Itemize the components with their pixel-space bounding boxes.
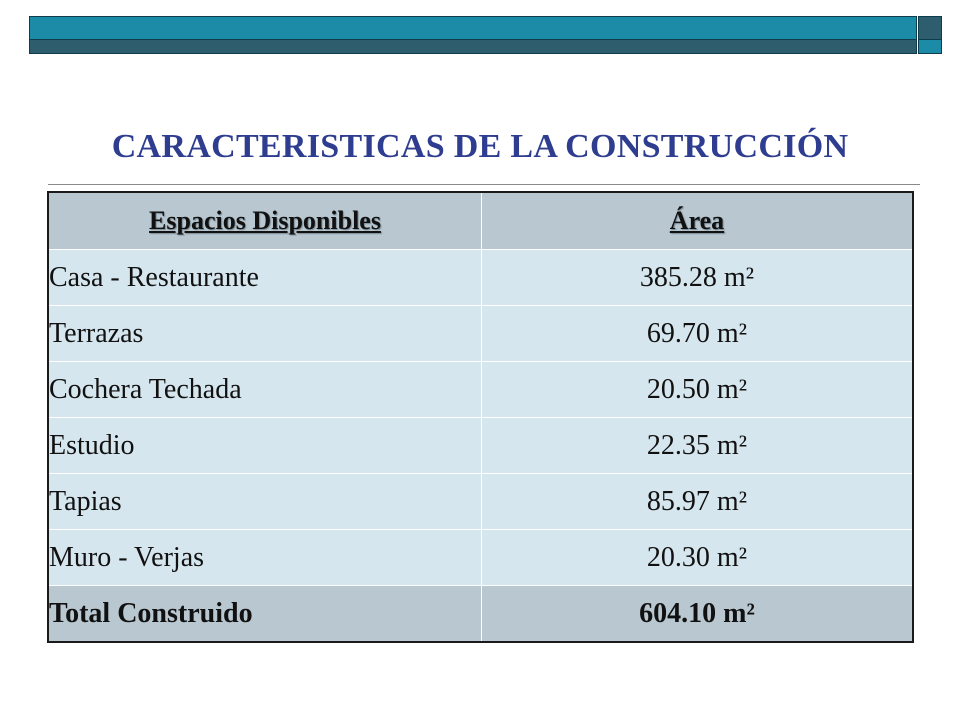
header-band-bottom <box>29 40 917 54</box>
total-label: Total Construido <box>48 586 482 643</box>
row-area: 20.50 m² <box>482 362 914 418</box>
row-area: 385.28 m² <box>482 250 914 306</box>
row-space: Tapias <box>48 474 482 530</box>
row-space: Cochera Techada <box>48 362 482 418</box>
row-space: Terrazas <box>48 306 482 362</box>
table-row <box>48 474 913 530</box>
title-divider <box>48 184 920 185</box>
table-row <box>48 418 913 474</box>
total-area: 604.10 m² <box>482 586 914 643</box>
row-space: Casa - Restaurante <box>48 250 482 306</box>
header-band <box>29 16 917 54</box>
header-spaces: Espacios Disponibles <box>48 192 482 250</box>
table-header-row <box>48 192 913 250</box>
table-row <box>48 250 913 306</box>
table-row <box>48 530 913 586</box>
row-space: Muro - Verjas <box>48 530 482 586</box>
slide-title: CARACTERISTICAS DE LA CONSTRUCCIÓN <box>111 128 849 165</box>
header-area: Área <box>482 192 914 250</box>
total-row <box>48 586 913 643</box>
row-area: 22.35 m² <box>482 418 914 474</box>
row-area: 69.70 m² <box>482 306 914 362</box>
row-area: 20.30 m² <box>482 530 914 586</box>
row-area: 85.97 m² <box>482 474 914 530</box>
construction-areas-table <box>47 191 914 643</box>
table-row <box>48 306 913 362</box>
corner-square-light <box>918 40 942 54</box>
row-space: Estudio <box>48 418 482 474</box>
corner-square-dark <box>918 16 942 40</box>
header-band-top <box>29 16 917 40</box>
table-row <box>48 362 913 418</box>
